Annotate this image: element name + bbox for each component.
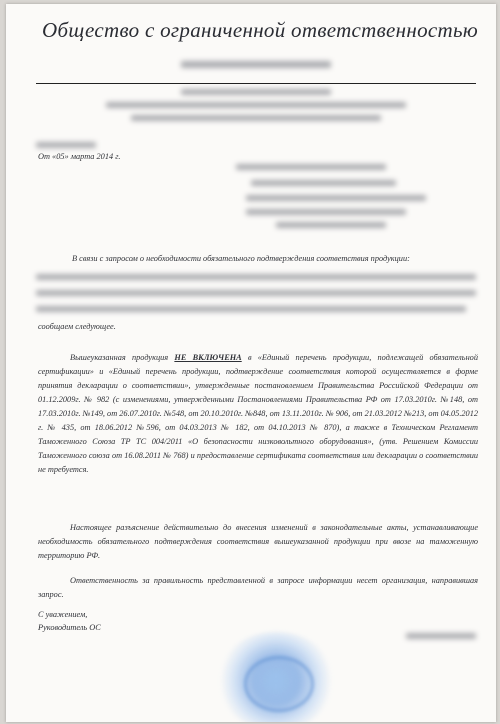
redacted-recipient-line — [251, 180, 396, 186]
redacted-recipient-line — [246, 209, 406, 215]
signer-title: Руководитель ОС — [38, 623, 101, 632]
request-intro: В связи с запросом о необходимости обязательного подтверждения соответствия продукции: — [72, 254, 410, 263]
official-stamp-ring — [244, 656, 314, 712]
body-paragraph-2: Настоящее разъяснение действительно до внесения изменений в законодательные акты, устанавливающие необходимость обязательного подтверждения соответствия вышеуказанной продукции при ввозе на таможенную территорию РФ. — [38, 523, 478, 560]
redacted-product-line — [36, 274, 476, 280]
redacted-recipient-line — [246, 195, 426, 201]
letter-page — [6, 4, 496, 722]
redacted-signer-name — [406, 633, 476, 639]
redacted-address-line — [131, 115, 381, 121]
report-line: сообщаем следующее. — [38, 322, 116, 331]
redacted-address-line — [181, 89, 331, 95]
body-p1-lead: Вышеуказанная продукция — [70, 353, 175, 362]
redacted-reference-number — [36, 142, 96, 148]
letter-date: От «05» марта 2014 г. — [38, 152, 121, 161]
not-included-emphasis: НЕ ВКЛЮЧЕНА — [174, 353, 242, 362]
letterhead-title: Общество с ограниченной ответственностью — [42, 18, 478, 42]
redacted-address-line — [181, 61, 331, 68]
body-paragraph-3: Ответственность за правильность представленной в запросе информации несет организация, направившая запрос. — [38, 576, 478, 599]
redacted-recipient-line — [236, 164, 386, 170]
body-p1-rest: в «Единый перечень продукции, подлежащей обязательной сертификации» и «Единый перечень продукции, подтверждение соответствия которой осуществляется в форме принятия декларации о соответствии», утвержденные постановлением Правительства Российской Федерации от 01.12.2009г. № 982 (с изменениями, утвержденными Постановлениями Правительства РФ от 17.03.2010г. №148, от 17.03.2010г. №149, от 26.07.2010г. №548, от 20.10.2010г. №848, от 13.11.2010г. № 906, от 21.03.2012 №213, от 04.05.2012 г. № 435, от 18.06.2012 №596, от 04.03.2013 № 182, от 04.10.2013 № 870), а также в Техническом Регламент Таможенного Союза ТР ТС 004/2011 «О безопасности низковольтного оборудования», (утв. Решением Комиссии Таможенного союза от 16.08.2011 № 768) и предоставление сертификата соответствия или декларации о соответствии не требуется. — [38, 353, 478, 474]
redacted-address-line — [106, 102, 406, 108]
redacted-product-line — [36, 306, 466, 312]
letterhead-rule — [36, 83, 476, 84]
redacted-product-line — [36, 290, 476, 296]
body-paragraph-1 — [38, 351, 478, 477]
closing-regards: С уважением, — [38, 610, 88, 619]
redacted-recipient-line — [276, 222, 386, 228]
